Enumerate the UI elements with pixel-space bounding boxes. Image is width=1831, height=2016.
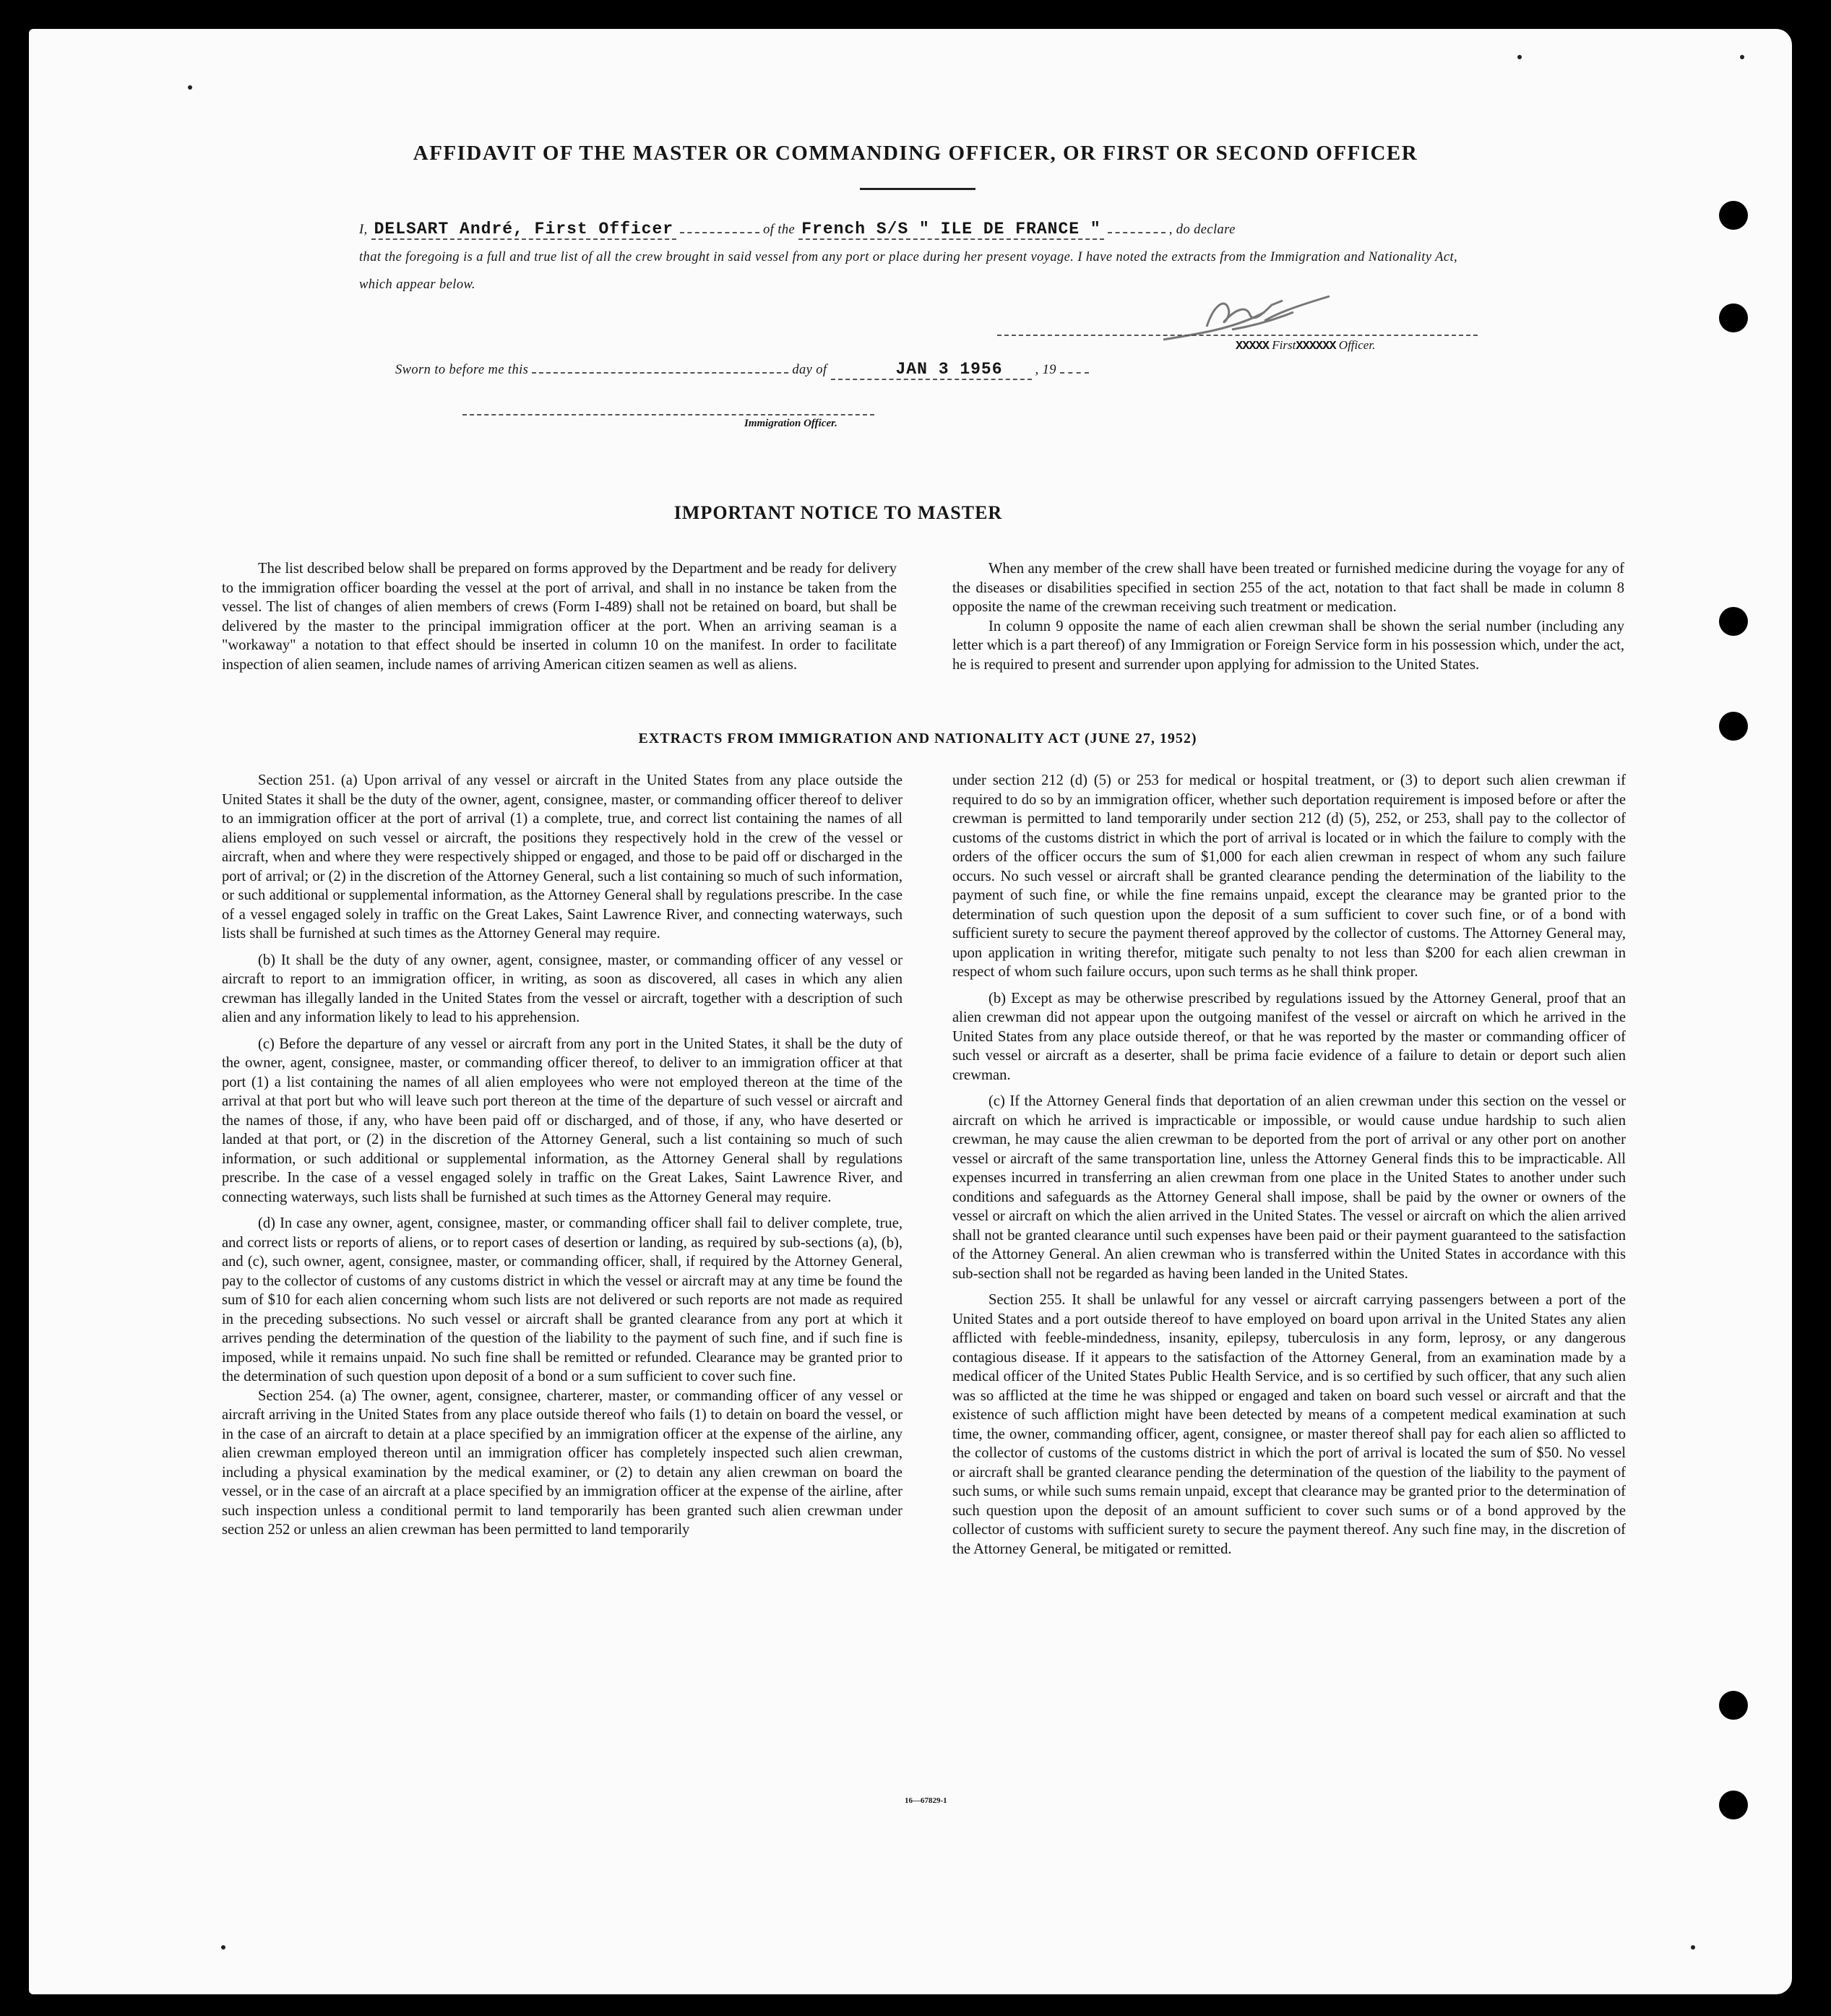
punch-hole (1719, 607, 1748, 636)
do-declare-label: , do declare (1168, 223, 1236, 237)
vessel-name-field: French S/S " ILE DE FRANCE " (798, 220, 1103, 240)
punch-hole (1719, 1691, 1748, 1720)
section-paragraph: (c) Before the departure of any vessel or aircraft from any port in the United States, it shall be the duty of the owner, agent, consignee, master, or commanding officer thereof, to deliver to an immigration officer at that port (1) a list containing the names of all alien employees who were not employed thereon at the time of the arrival at that port but who will leave such port thereon at the time of the departure of such vessel or aircraft and the names of those, if any, who have been paid off or discharged, and of those, if any, who have deserted or landed at that port, or (2) in the discretion of the Attorney General, such a list containing so much of such information, or such additional or supplemental information, as the Attorney General shall by regulations prescribe. In the case of a vessel engaged solely in traffic on the Great Lakes, Saint Lawrence River, and connecting waterways, such lists shall be furnished at such times as the Attorney General may require. (222, 1035, 902, 1205)
section-paragraph: (d) In case any owner, agent, consignee, master, or commanding officer shall fail to deliver complete, true, and correct lists or reports of aliens, or to report cases of desertion or landing, as required by sub-sections (a), (b), and (c), such owner, agent, consignee, master, or commanding officer, shall, if required by the Attorney General, pay to the collector of customs of any customs district in which the vessel or aircraft may at any time be found the sum of $10 for each alien concerning whom such lists are not delivered or such reports are not made as required in the preceding subsections. No such vessel or aircraft shall be granted clearance from any port at which it arrives pending the determination of the question of the liability to the payment of such fine, and if such fine is imposed, while it remains unpaid. No such fine shall be remitted or refunded. Clearance may be granted prior to the determination of such question upon deposit of a bond or a sum sufficient to cover such fine. (222, 1215, 902, 1384)
section-paragraph: under section 212 (d) (5) or 253 for medical or hospital treatment, or (3) to deport such alien crewman if required to do so by an immigration officer, whether such deportation requirement is imposed before or after the crewman is permitted to land temporarily under section 212 (d) (5), 252, or 253, shall pay to the collector of customs of the customs district in which the port of arrival is located or in which the failure to comply with the orders of the officer occurs the sum of $1,000 for each alien crewman in respect of whom any such failure occurs. No such vessel or aircraft shall be granted clearance pending the determination of the liability to the payment of such fine, or while the fine remains unpaid, except the clearance may be granted prior to the determination of such question upon the deposit of a sum sufficient to cover such fine, or of a bond with sufficient surety to secure the payment thereof approved by the collector of customs. The Attorney General may, upon application in writing therefor, mitigate such penalty to not less than $200 for each alien crewman in respect of whom such failure occurs, upon such terms as he shall think proper. (952, 772, 1626, 980)
extracts-right-column (952, 771, 1626, 1559)
scan-speck (221, 1945, 225, 1950)
notice-paragraph: The list described below shall be prepared on forms approved by the Department and be ready for delivery to the immigration officer boarding the vessel at the port of arrival, and shall in no instance be taken from the vessel. The list of changes of alien members of crews (Form I-489) shall not be retained on board, but shall be delivered by the master to the principal immigration officer at the port. When an arriving seaman is a "workaway" a notation to that effect should be inserted in column 10 on the manifest. In order to facilitate inspection of alien seamen, include names of arriving American citizen seamen as well as aliens. (222, 561, 897, 673)
form-number: 16—67829-1 (905, 1796, 947, 1805)
blank-line (532, 372, 788, 374)
scan-speck (1517, 55, 1522, 59)
extracts-left-column (222, 771, 902, 1540)
year-label: , 19 (1035, 363, 1056, 377)
section-paragraph: Section 255. It shall be unlawful for any vessel or aircraft carrying passengers between a port of the United States and a port outside thereof to have employed on board upon arrival in the United States any alien afflicted with feeble-mindedness, insanity, epilepsy, tuberculosis in any form, leprosy, or any dangerous contagious disease. If it appears to the satisfaction of the Attorney General, from an examination made by a medical officer of the United States Public Health Service, and is so certified by such officer, that any such alien was so afflicted at the time he was shipped or engaged and taken on board such vessel or aircraft and that the existence of such affliction might have been detected by means of a competent medical examination at such time, the owner, commanding officer, agent, consignee, or master thereof shall pay for each alien so afflicted to the collector of customs of the customs district in which the port of arrival is located the sum of $50. No vessel or aircraft shall be granted clearance pending the determination of the question of the liability to the payment of such sums, or while such sums remain unpaid, except that clearance may be granted prior to the determination of such question upon the deposit of an amount sufficient to cover such sums or of a bond approved by the collector of customs with sufficient surety to secure the payment thereof. Any such fine may, in the discretion of the Attorney General, be mitigated or remitted. (952, 1292, 1626, 1557)
day-of-label: day of (792, 363, 827, 377)
scan-speck (188, 85, 192, 90)
extracts-heading: EXTRACTS FROM IMMIGRATION AND NATIONALITY ACT (JUNE 27, 1952) (638, 731, 1197, 746)
section-paragraph: Section 254. (a) The owner, agent, consignee, charterer, master, or commanding officer of any vessel or aircraft arriving in the United States from any place outside thereof who fails (1) to detain on board the vessel, or in the case of an aircraft to detain at a place specified by an immigration officer at the expense of the airline, any alien crewman employed thereon until an immigration officer has completely inspected such alien crewman, including a physical examination by the medical examiner, or (2) to detain any alien crewman on board the vessel, or in the case of an aircraft at a place specified by an immigration officer at the expense of the airline, after such inspection unless a conditional permit to land temporarily has been granted such alien crewman under section 252 or unless an alien crewman has been permitted to land temporarily (222, 1387, 902, 1538)
struck-title-text: XXXXX (1236, 340, 1270, 353)
signature-line (997, 335, 1478, 336)
i-label: I, (359, 223, 368, 237)
section-paragraph: (c) If the Attorney General finds that deportation of an alien crewman under this section on the vessel or aircraft on which he arrived is impracticable or impossible, or would cause undue hardship to such alien crewman, he may cause the alien crewman to be deported from the port of arrival or any other port on another vessel or aircraft of the same transportation line, unless the Attorney General finds this to be impracticable. All expenses incurred in transferring an alien crewman from one place in the United States to another under such conditions and safeguards as the Attorney General shall impose, shall be paid by the owner or owners of the vessel or aircraft on which the alien arrived in the United States. The vessel or aircraft on which the alien arrived shall not be granted clearance until such expenses have been paid or their payment guaranteed to the satisfaction of the Attorney General. An alien crewman who is transferred within the United States in accordance with this sub-section shall not be regarded as having been landed in the United States. (952, 1093, 1626, 1282)
punch-hole (1719, 1791, 1748, 1819)
sworn-line (395, 360, 1089, 379)
immigration-officer-line (462, 414, 874, 415)
blank-line (1108, 232, 1166, 233)
section-paragraph: (b) Except as may be otherwise prescribed by regulations issued by the Attorney General, proof that an alien crewman did not appear upon the outgoing manifest of the vessel or aircraft on which he arrived in the United States from any place outside thereof, or that he was reported by the master or commanding officer of such vessel or aircraft as a deserter, shall be prima facie evidence of a failure to detain or deport such alien crewman. (952, 990, 1626, 1083)
title-underline (860, 188, 975, 190)
declaration-text: that the foregoing is a full and true list of all the crew brought in said vessel from any port or place during her present voyage. I have noted the extracts from the Immigration and Nationality Act, which appear below. (359, 250, 1458, 292)
punch-hole (1719, 201, 1748, 230)
section-paragraph: (b) It shall be the duty of any owner, agent, consignee, master, or commanding officer of any vessel or aircraft to report to an immigration officer, in writing, as soon as discovered, all cases in which any alien crewman has illegally landed in the United States from the vessel or aircraft, together with a description of such alien and any information likely to lead to his apprehension. (222, 952, 902, 1025)
immigration-officer-label: Immigration Officer. (744, 418, 837, 429)
section-paragraph: Section 251. (a) Upon arrival of any vessel or aircraft in the United States from any place outside the United States it shall be the duty of the owner, agent, consignee, master, or commanding officer thereof to deliver to an immigration officer at the port of arrival (1) a complete, true, and correct list containing the names of all aliens employed on such vessel or aircraft, the positions they respectively hold in the crew of the vessel or aircraft, when and where they were respectively shipped or engaged, and those to be paid off or discharged in the port of arrival; or (2) in the discretion of the Attorney General, such a list containing so much of such information, or such additional or supplemental information, as the Attorney General shall by regulations prescribe. In the case of a vessel engaged solely in traffic on the Great Lakes, Saint Lawrence River, and connecting waterways, such lists shall be furnished at such times as the Attorney General may require. (222, 772, 902, 942)
scan-speck (1740, 55, 1744, 59)
scan-speck (1691, 1945, 1695, 1950)
affidavit-title: AFFIDAVIT OF THE MASTER OR COMMANDING OFFICER, OR FIRST OR SECOND OFFICER (413, 142, 1418, 165)
notice-paragraph: In column 9 opposite the name of each alien crewman shall be shown the serial number (including any letter which is a part thereof) of any Immigration or Foreign Service form in his possession which, under the act, he is required to present and surrender upon applying for admission to the United States. (952, 618, 1624, 673)
blank-line (680, 232, 759, 233)
sworn-date-field: JAN 3 1956 (831, 360, 1032, 380)
signer-title-officer: Officer. (1338, 338, 1376, 352)
notice-right-column (952, 559, 1624, 674)
sworn-label: Sworn to before me this (395, 363, 529, 377)
struck-title-text-2: XXXXXX (1296, 340, 1336, 353)
notice-paragraph: When any member of the crew shall have been treated or furnished medicine during the voyage for any of the diseases or disabilities specified in section 255 of the act, notation to that fact shall be made in column 8 opposite the name of the crewman receiving such treatment or medication. (952, 561, 1624, 615)
officer-name-field: DELSART André, First Officer (371, 220, 676, 240)
of-the-label: of the (763, 223, 796, 237)
punch-hole (1719, 303, 1748, 332)
notice-left-column (222, 559, 897, 674)
notice-heading: IMPORTANT NOTICE TO MASTER (673, 502, 1003, 523)
signer-title-first: First (1272, 338, 1296, 352)
signer-title (1236, 338, 1375, 353)
blank-line (1060, 372, 1089, 374)
